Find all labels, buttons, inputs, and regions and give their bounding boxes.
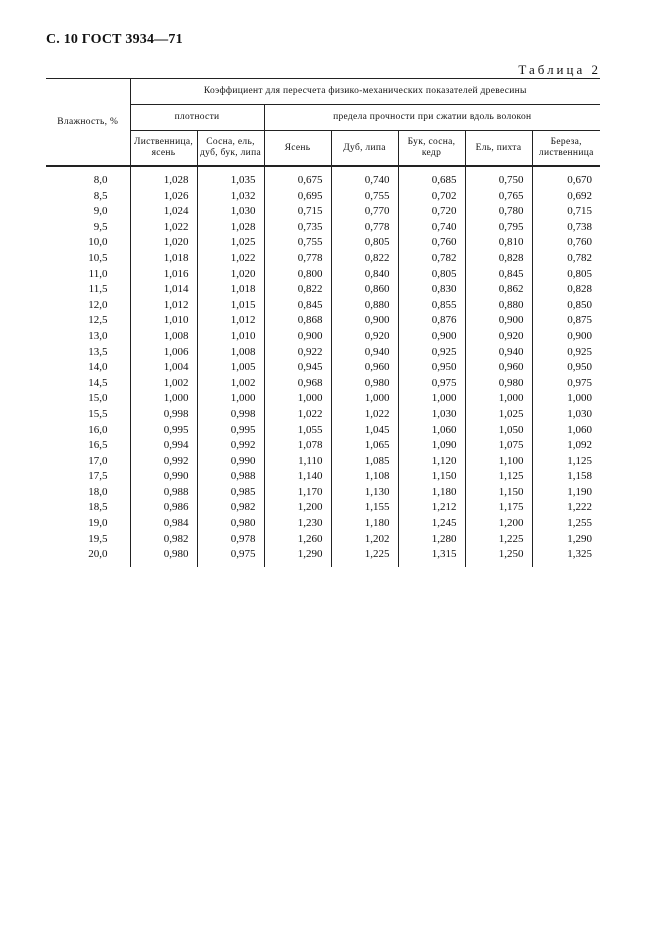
coefficient-cell: 0,860 — [331, 282, 398, 298]
coefficient-cell: 0,900 — [331, 313, 398, 329]
coefficient-cell: 0,978 — [197, 532, 264, 548]
moisture-cell: 11,0 — [88, 267, 108, 280]
table-row — [46, 329, 600, 345]
coefficient-cell: 1,025 — [465, 407, 532, 423]
coefficient-cell: 0,986 — [130, 500, 197, 516]
coefficient-cell: 0,695 — [264, 189, 331, 205]
moisture-cell: 9,5 — [93, 220, 108, 233]
table-row — [46, 485, 600, 501]
coefficient-cell: 0,984 — [130, 516, 197, 532]
moisture-cell: 14,5 — [88, 376, 108, 389]
subcolumn-header: Сосна, ель, дуб, бук, липа — [197, 131, 264, 167]
strength-group-header: предела прочности при сжатии вдоль волокон — [264, 105, 600, 131]
moisture-cell: 19,0 — [88, 517, 108, 530]
coefficient-cell: 0,738 — [532, 220, 600, 236]
coefficient-cell: 1,280 — [398, 532, 465, 548]
coefficient-cell: 0,920 — [331, 329, 398, 345]
coefficient-cell: 0,828 — [465, 251, 532, 267]
coefficient-cell: 0,940 — [331, 345, 398, 361]
coefficient-cell: 0,950 — [532, 360, 600, 376]
coefficient-cell: 0,925 — [398, 345, 465, 361]
coefficient-cell: 0,755 — [264, 235, 331, 251]
coefficient-cell: 1,008 — [130, 329, 197, 345]
coefficient-cell: 0,900 — [264, 329, 331, 345]
coefficient-cell: 0,740 — [398, 220, 465, 236]
table-row — [46, 235, 600, 251]
coefficient-cell: 0,702 — [398, 189, 465, 205]
coefficient-cell: 0,845 — [465, 267, 532, 283]
coefficient-cell: 1,018 — [130, 251, 197, 267]
coefficient-cell: 1,060 — [398, 423, 465, 439]
coefficient-cell: 1,100 — [465, 454, 532, 470]
coefficient-cell: 1,150 — [465, 485, 532, 501]
coefficient-table — [46, 78, 600, 567]
page-header: С. 10 ГОСТ 3934—71 — [46, 32, 183, 47]
coefficient-cell: 1,012 — [130, 298, 197, 314]
coefficient-cell: 1,245 — [398, 516, 465, 532]
coefficient-cell: 1,170 — [264, 485, 331, 501]
coefficient-cell: 0,900 — [465, 313, 532, 329]
coefficient-cell: 1,030 — [398, 407, 465, 423]
coefficient-cell: 0,805 — [532, 267, 600, 283]
coefficient-cell: 0,782 — [398, 251, 465, 267]
moisture-cell: 15,5 — [88, 407, 108, 420]
coefficient-cell: 0,960 — [465, 360, 532, 376]
moisture-cell: 10,5 — [88, 251, 108, 264]
table-row — [46, 166, 600, 189]
coefficient-cell: 1,325 — [532, 547, 600, 567]
coefficient-cell: 1,190 — [532, 485, 600, 501]
moisture-cell: 12,0 — [88, 298, 108, 311]
coefficient-cell: 1,000 — [331, 391, 398, 407]
coefficient-cell: 1,020 — [130, 235, 197, 251]
coefficient-cell: 1,158 — [532, 469, 600, 485]
coefficient-cell: 0,950 — [398, 360, 465, 376]
coefficient-cell: 1,175 — [465, 500, 532, 516]
coefficient-cell: 0,880 — [331, 298, 398, 314]
coefficient-cell: 0,822 — [264, 282, 331, 298]
coefficient-cell: 1,012 — [197, 313, 264, 329]
subcolumn-header: Дуб, липа — [331, 131, 398, 167]
coefficient-cell: 1,315 — [398, 547, 465, 567]
moisture-cell: 18,0 — [88, 485, 108, 498]
coefficient-cell: 1,002 — [197, 376, 264, 392]
coefficient-cell: 1,026 — [130, 189, 197, 205]
coefficient-cell: 0,675 — [264, 166, 331, 189]
coefficient-cell: 0,875 — [532, 313, 600, 329]
table-row — [46, 469, 600, 485]
coefficient-cell: 0,800 — [264, 267, 331, 283]
coefficient-cell: 1,225 — [465, 532, 532, 548]
coefficient-cell: 1,180 — [398, 485, 465, 501]
coefficient-cell: 1,060 — [532, 423, 600, 439]
coefficient-cell: 1,230 — [264, 516, 331, 532]
coefficient-cell: 0,920 — [465, 329, 532, 345]
table-row — [46, 516, 600, 532]
coefficient-cell: 0,880 — [465, 298, 532, 314]
table-row — [46, 189, 600, 205]
table-row — [46, 267, 600, 283]
coefficient-cell: 0,782 — [532, 251, 600, 267]
table-row — [46, 204, 600, 220]
coefficient-cell: 0,755 — [331, 189, 398, 205]
table-row — [46, 360, 600, 376]
coefficient-cell: 0,975 — [197, 547, 264, 567]
coefficient-cell: 1,016 — [130, 267, 197, 283]
table-row — [46, 251, 600, 267]
coefficient-cell: 1,000 — [197, 391, 264, 407]
subcolumn-header: Ель, пихта — [465, 131, 532, 167]
moisture-cell: 16,0 — [88, 423, 108, 436]
coefficient-cell: 0,760 — [398, 235, 465, 251]
coefficient-cell: 0,988 — [197, 469, 264, 485]
coefficient-cell: 0,990 — [197, 454, 264, 470]
coefficient-cell: 0,998 — [197, 407, 264, 423]
coefficient-cell: 1,260 — [264, 532, 331, 548]
coefficient-cell: 1,035 — [197, 166, 264, 189]
coefficient-cell: 1,255 — [532, 516, 600, 532]
coefficient-cell: 1,024 — [130, 204, 197, 220]
coefficient-cell: 0,795 — [465, 220, 532, 236]
moisture-cell: 17,5 — [88, 470, 108, 483]
coefficient-cell: 0,922 — [264, 345, 331, 361]
coefficient-cell: 0,945 — [264, 360, 331, 376]
moisture-cell: 11,5 — [88, 283, 108, 296]
coefficient-cell: 1,225 — [331, 547, 398, 567]
coefficient-group-header: Коэффициент для пересчета физико-механических показателей древесины — [130, 79, 600, 105]
coefficient-cell: 0,975 — [532, 376, 600, 392]
coefficient-cell: 1,025 — [197, 235, 264, 251]
coefficient-cell: 0,982 — [197, 500, 264, 516]
coefficient-cell: 1,030 — [532, 407, 600, 423]
coefficient-cell: 1,028 — [130, 166, 197, 189]
table-row — [46, 547, 600, 567]
coefficient-cell: 1,000 — [398, 391, 465, 407]
coefficient-cell: 1,120 — [398, 454, 465, 470]
coefficient-cell: 0,822 — [331, 251, 398, 267]
coefficient-cell: 1,222 — [532, 500, 600, 516]
coefficient-cell: 1,032 — [197, 189, 264, 205]
coefficient-cell: 0,840 — [331, 267, 398, 283]
coefficient-cell: 0,805 — [331, 235, 398, 251]
subcolumn-header: Бук, сосна, кедр — [398, 131, 465, 167]
coefficient-cell: 0,900 — [398, 329, 465, 345]
coefficient-cell: 1,155 — [331, 500, 398, 516]
coefficient-cell: 1,022 — [197, 251, 264, 267]
coefficient-cell: 0,982 — [130, 532, 197, 548]
coefficient-cell: 0,925 — [532, 345, 600, 361]
coefficient-cell: 0,720 — [398, 204, 465, 220]
table-row — [46, 220, 600, 236]
table-row — [46, 345, 600, 361]
subcolumn-header: Лиственница, ясень — [130, 131, 197, 167]
coefficient-cell: 0,985 — [197, 485, 264, 501]
table-row — [46, 282, 600, 298]
coefficient-cell: 1,250 — [465, 547, 532, 567]
moisture-cell: 10,0 — [88, 236, 108, 249]
coefficient-cell: 1,065 — [331, 438, 398, 454]
coefficient-cell: 1,010 — [197, 329, 264, 345]
table-row — [46, 454, 600, 470]
moisture-cell: 20,0 — [88, 548, 108, 561]
moisture-cell: 15,0 — [88, 392, 108, 405]
coefficient-cell: 0,770 — [331, 204, 398, 220]
coefficient-cell: 0,845 — [264, 298, 331, 314]
coefficient-cell: 1,085 — [331, 454, 398, 470]
coefficient-cell: 1,004 — [130, 360, 197, 376]
coefficient-cell: 0,992 — [197, 438, 264, 454]
coefficient-cell: 0,868 — [264, 313, 331, 329]
coefficient-cell: 1,202 — [331, 532, 398, 548]
moisture-column-header: Влажность, % — [46, 79, 130, 167]
coefficient-cell: 1,008 — [197, 345, 264, 361]
table-row — [46, 438, 600, 454]
table-row — [46, 313, 600, 329]
table-row — [46, 407, 600, 423]
coefficient-cell: 0,980 — [331, 376, 398, 392]
table-row — [46, 423, 600, 439]
coefficient-cell: 0,805 — [398, 267, 465, 283]
coefficient-cell: 1,078 — [264, 438, 331, 454]
coefficient-cell: 1,020 — [197, 267, 264, 283]
coefficient-cell: 1,002 — [130, 376, 197, 392]
coefficient-cell: 0,995 — [130, 423, 197, 439]
coefficient-cell: 0,685 — [398, 166, 465, 189]
coefficient-cell: 1,018 — [197, 282, 264, 298]
coefficient-cell: 0,968 — [264, 376, 331, 392]
coefficient-cell: 1,022 — [331, 407, 398, 423]
coefficient-cell: 0,940 — [465, 345, 532, 361]
moisture-cell: 17,0 — [88, 454, 108, 467]
coefficient-cell: 1,110 — [264, 454, 331, 470]
coefficient-cell: 0,975 — [398, 376, 465, 392]
coefficient-cell: 1,125 — [532, 454, 600, 470]
coefficient-cell: 0,992 — [130, 454, 197, 470]
coefficient-cell: 1,108 — [331, 469, 398, 485]
coefficient-cell: 1,125 — [465, 469, 532, 485]
coefficient-cell: 1,180 — [331, 516, 398, 532]
coefficient-cell: 1,092 — [532, 438, 600, 454]
coefficient-cell: 1,005 — [197, 360, 264, 376]
coefficient-cell: 1,290 — [532, 532, 600, 548]
coefficient-cell: 0,778 — [331, 220, 398, 236]
coefficient-cell: 0,862 — [465, 282, 532, 298]
coefficient-cell: 1,022 — [264, 407, 331, 423]
coefficient-cell: 1,022 — [130, 220, 197, 236]
coefficient-cell: 0,990 — [130, 469, 197, 485]
coefficient-cell: 0,988 — [130, 485, 197, 501]
coefficient-cell: 0,760 — [532, 235, 600, 251]
subcolumn-header: Ясень — [264, 131, 331, 167]
coefficient-cell: 0,715 — [532, 204, 600, 220]
coefficient-cell: 1,045 — [331, 423, 398, 439]
coefficient-cell: 1,200 — [264, 500, 331, 516]
coefficient-cell: 0,828 — [532, 282, 600, 298]
coefficient-cell: 1,130 — [331, 485, 398, 501]
table-caption: Таблица 2 — [518, 62, 601, 77]
coefficient-cell: 1,000 — [130, 391, 197, 407]
coefficient-cell: 1,055 — [264, 423, 331, 439]
coefficient-cell: 1,050 — [465, 423, 532, 439]
coefficient-cell: 0,980 — [465, 376, 532, 392]
coefficient-cell: 0,850 — [532, 298, 600, 314]
table-row — [46, 500, 600, 516]
moisture-cell: 13,0 — [88, 329, 108, 342]
coefficient-cell: 1,000 — [532, 391, 600, 407]
coefficient-cell: 1,090 — [398, 438, 465, 454]
coefficient-cell: 0,960 — [331, 360, 398, 376]
coefficient-cell: 1,140 — [264, 469, 331, 485]
moisture-cell: 14,0 — [88, 361, 108, 374]
table-body — [46, 166, 600, 567]
coefficient-cell: 1,014 — [130, 282, 197, 298]
coefficient-cell: 0,780 — [465, 204, 532, 220]
coefficient-cell: 0,810 — [465, 235, 532, 251]
table-row — [46, 391, 600, 407]
coefficient-cell: 1,000 — [264, 391, 331, 407]
coefficient-cell: 0,830 — [398, 282, 465, 298]
coefficient-cell: 1,028 — [197, 220, 264, 236]
coefficient-cell: 0,980 — [130, 547, 197, 567]
coefficient-cell: 1,030 — [197, 204, 264, 220]
coefficient-cell: 0,778 — [264, 251, 331, 267]
moisture-cell: 16,5 — [88, 439, 108, 452]
coefficient-cell: 0,735 — [264, 220, 331, 236]
moisture-cell: 8,0 — [93, 174, 108, 186]
moisture-cell: 13,5 — [88, 345, 108, 358]
density-group-header: плотности — [130, 105, 264, 131]
coefficient-cell: 1,290 — [264, 547, 331, 567]
coefficient-cell: 0,750 — [465, 166, 532, 189]
moisture-cell: 19,5 — [88, 532, 108, 545]
moisture-cell: 18,5 — [88, 501, 108, 514]
coefficient-cell: 0,670 — [532, 166, 600, 189]
coefficient-cell: 0,900 — [532, 329, 600, 345]
coefficient-cell: 0,998 — [130, 407, 197, 423]
moisture-cell: 12,5 — [88, 314, 108, 327]
coefficient-cell: 1,075 — [465, 438, 532, 454]
coefficient-cell: 1,006 — [130, 345, 197, 361]
subcolumn-header: Береза, лиственница — [532, 131, 600, 167]
coefficient-cell: 1,200 — [465, 516, 532, 532]
table-row — [46, 298, 600, 314]
coefficient-cell: 0,715 — [264, 204, 331, 220]
table-row — [46, 532, 600, 548]
coefficient-cell: 0,765 — [465, 189, 532, 205]
coefficient-cell: 0,876 — [398, 313, 465, 329]
coefficient-cell: 1,015 — [197, 298, 264, 314]
moisture-cell: 9,0 — [93, 205, 108, 218]
coefficient-cell: 1,150 — [398, 469, 465, 485]
coefficient-cell: 0,692 — [532, 189, 600, 205]
moisture-cell: 8,5 — [93, 189, 108, 202]
coefficient-cell: 0,994 — [130, 438, 197, 454]
coefficient-cell: 1,010 — [130, 313, 197, 329]
coefficient-cell: 0,740 — [331, 166, 398, 189]
table-row — [46, 376, 600, 392]
coefficient-cell: 0,980 — [197, 516, 264, 532]
coefficient-cell: 0,855 — [398, 298, 465, 314]
coefficient-cell: 1,000 — [465, 391, 532, 407]
coefficient-cell: 0,995 — [197, 423, 264, 439]
coefficient-cell: 1,212 — [398, 500, 465, 516]
